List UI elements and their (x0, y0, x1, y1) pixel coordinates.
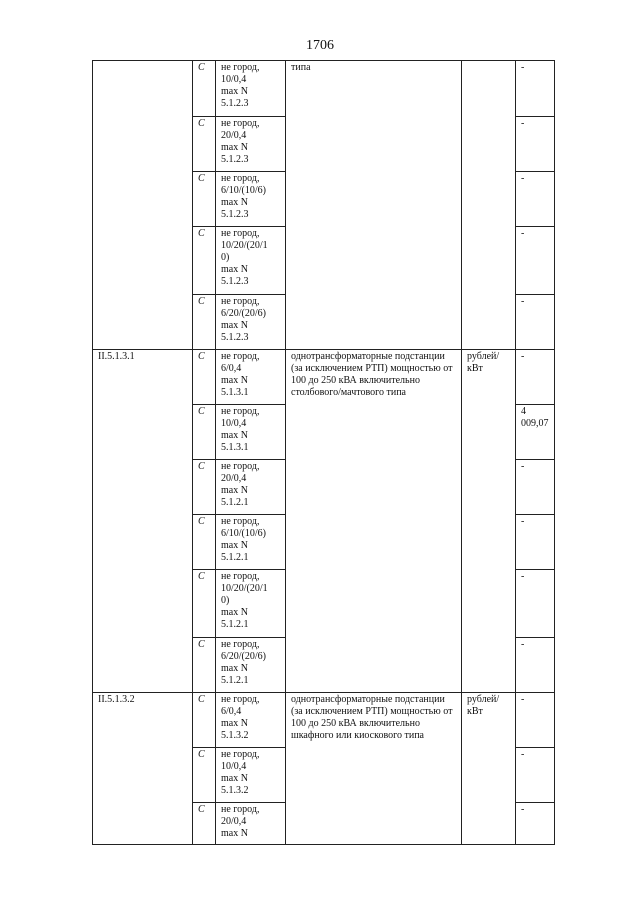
value-cell: - (516, 61, 555, 117)
voltage-line: 5.1.2.1 (221, 675, 249, 686)
voltage-line: 20/0,4 (221, 130, 247, 141)
item-code (93, 61, 193, 350)
voltage-line: 0) (221, 595, 230, 606)
voltage-line: 5.1.3.2 (221, 785, 249, 796)
voltage-line: max N (221, 142, 248, 153)
category-cell: С (193, 460, 216, 515)
voltage-line: 5.1.2.3 (221, 209, 249, 220)
voltage-line: max N (221, 375, 248, 386)
voltage-line: не город, (221, 406, 260, 417)
voltage-line: max N (221, 540, 248, 551)
voltage-line: 20/0,4 (221, 473, 247, 484)
voltage-line: 5.1.3.2 (221, 730, 249, 741)
voltage-cell (216, 460, 286, 515)
voltage-line: 10/0,4 (221, 418, 247, 429)
voltage-line: 5.1.2.1 (221, 619, 249, 630)
voltage-line: 6/10/(10/6) (221, 528, 266, 539)
voltage-line: не город, (221, 749, 260, 760)
voltage-cell (216, 803, 286, 845)
voltage-line: 0) (221, 252, 230, 263)
value-cell: - (516, 295, 555, 350)
value-cell: - (516, 172, 555, 227)
item-code: II.5.1.3.1 (93, 350, 193, 693)
voltage-line: не город, (221, 516, 260, 527)
category-cell: С (193, 748, 216, 803)
voltage-cell (216, 515, 286, 570)
voltage-line: max N (221, 320, 248, 331)
voltage-line: max N (221, 828, 248, 839)
voltage-cell (216, 748, 286, 803)
category-cell: С (193, 61, 216, 117)
voltage-cell (216, 61, 286, 117)
voltage-line: 20/0,4 (221, 816, 247, 827)
voltage-line: max N (221, 485, 248, 496)
voltage-line: не город, (221, 228, 260, 239)
category-cell: С (193, 515, 216, 570)
value-cell: - (516, 570, 555, 638)
category-cell: С (193, 638, 216, 693)
value-cell: - (516, 515, 555, 570)
category-cell: С (193, 117, 216, 172)
voltage-line: 5.1.2.1 (221, 552, 249, 563)
voltage-line: не город, (221, 351, 260, 362)
voltage-cell (216, 693, 286, 748)
voltage-line: max N (221, 430, 248, 441)
voltage-line: не город, (221, 62, 260, 73)
unit-cell (462, 61, 516, 350)
description-cell: однотрансформаторные подстанции (за исключением РТП) мощностью от 100 до 250 кВА включительно столбового/мачтового типа (286, 350, 462, 693)
voltage-line: 6/10/(10/6) (221, 185, 266, 196)
voltage-line: 5.1.2.3 (221, 98, 249, 109)
item-code: II.5.1.3.2 (93, 693, 193, 845)
voltage-line: 10/0,4 (221, 74, 247, 85)
voltage-line: max N (221, 197, 248, 208)
voltage-line: 5.1.3.1 (221, 387, 249, 398)
voltage-line: не город, (221, 694, 260, 705)
value-cell: - (516, 350, 555, 405)
unit-cell: рублей/ кВт (462, 693, 516, 845)
category-cell: С (193, 172, 216, 227)
voltage-cell (216, 350, 286, 405)
voltage-line: не город, (221, 461, 260, 472)
voltage-line: не город, (221, 296, 260, 307)
voltage-cell (216, 117, 286, 172)
value-cell: - (516, 638, 555, 693)
tariff-table-body (93, 61, 555, 845)
table-row (93, 61, 555, 117)
voltage-cell (216, 570, 286, 638)
voltage-line: max N (221, 264, 248, 275)
value-cell: - (516, 748, 555, 803)
voltage-line: 6/0,4 (221, 706, 242, 717)
voltage-line: 6/0,4 (221, 363, 242, 374)
voltage-line: max N (221, 86, 248, 97)
value-cell: - (516, 227, 555, 295)
voltage-cell (216, 172, 286, 227)
voltage-line: не город, (221, 173, 260, 184)
value-cell: - (516, 803, 555, 845)
unit-cell: рублей/ кВт (462, 350, 516, 693)
voltage-line: 10/20/(20/1 (221, 240, 268, 251)
voltage-cell (216, 405, 286, 460)
voltage-line: не город, (221, 571, 260, 582)
voltage-line: 6/20/(20/6) (221, 651, 266, 662)
voltage-line: не город, (221, 804, 260, 815)
voltage-line: 6/20/(20/6) (221, 308, 266, 319)
tariff-table (92, 60, 555, 845)
description-cell: типа (286, 61, 462, 350)
voltage-cell (216, 227, 286, 295)
voltage-line: 10/20/(20/1 (221, 583, 268, 594)
voltage-line: max N (221, 663, 248, 674)
category-cell: С (193, 570, 216, 638)
description-cell: однотрансформаторные подстанции (за исключением РТП) мощностью от 100 до 250 кВА включительно шкафного или киоскового типа (286, 693, 462, 845)
voltage-line: 5.1.3.1 (221, 442, 249, 453)
voltage-line: 10/0,4 (221, 761, 247, 772)
category-cell: С (193, 295, 216, 350)
voltage-line: не город, (221, 639, 260, 650)
voltage-cell (216, 295, 286, 350)
voltage-cell (216, 638, 286, 693)
voltage-line: 5.1.2.3 (221, 154, 249, 165)
table-row (93, 693, 555, 748)
voltage-line: max N (221, 607, 248, 618)
value-cell: - (516, 460, 555, 515)
table-row (93, 350, 555, 405)
page-number: 1706 (306, 38, 334, 53)
category-cell: С (193, 693, 216, 748)
value-cell: - (516, 693, 555, 748)
category-cell: С (193, 803, 216, 845)
value-cell: 4 009,07 (516, 405, 555, 460)
category-cell: С (193, 405, 216, 460)
category-cell: С (193, 227, 216, 295)
voltage-line: не город, (221, 118, 260, 129)
value-cell: - (516, 117, 555, 172)
category-cell: С (193, 350, 216, 405)
voltage-line: 5.1.2.3 (221, 332, 249, 343)
voltage-line: max N (221, 718, 248, 729)
voltage-line: 5.1.2.1 (221, 497, 249, 508)
voltage-line: 5.1.2.3 (221, 276, 249, 287)
voltage-line: max N (221, 773, 248, 784)
